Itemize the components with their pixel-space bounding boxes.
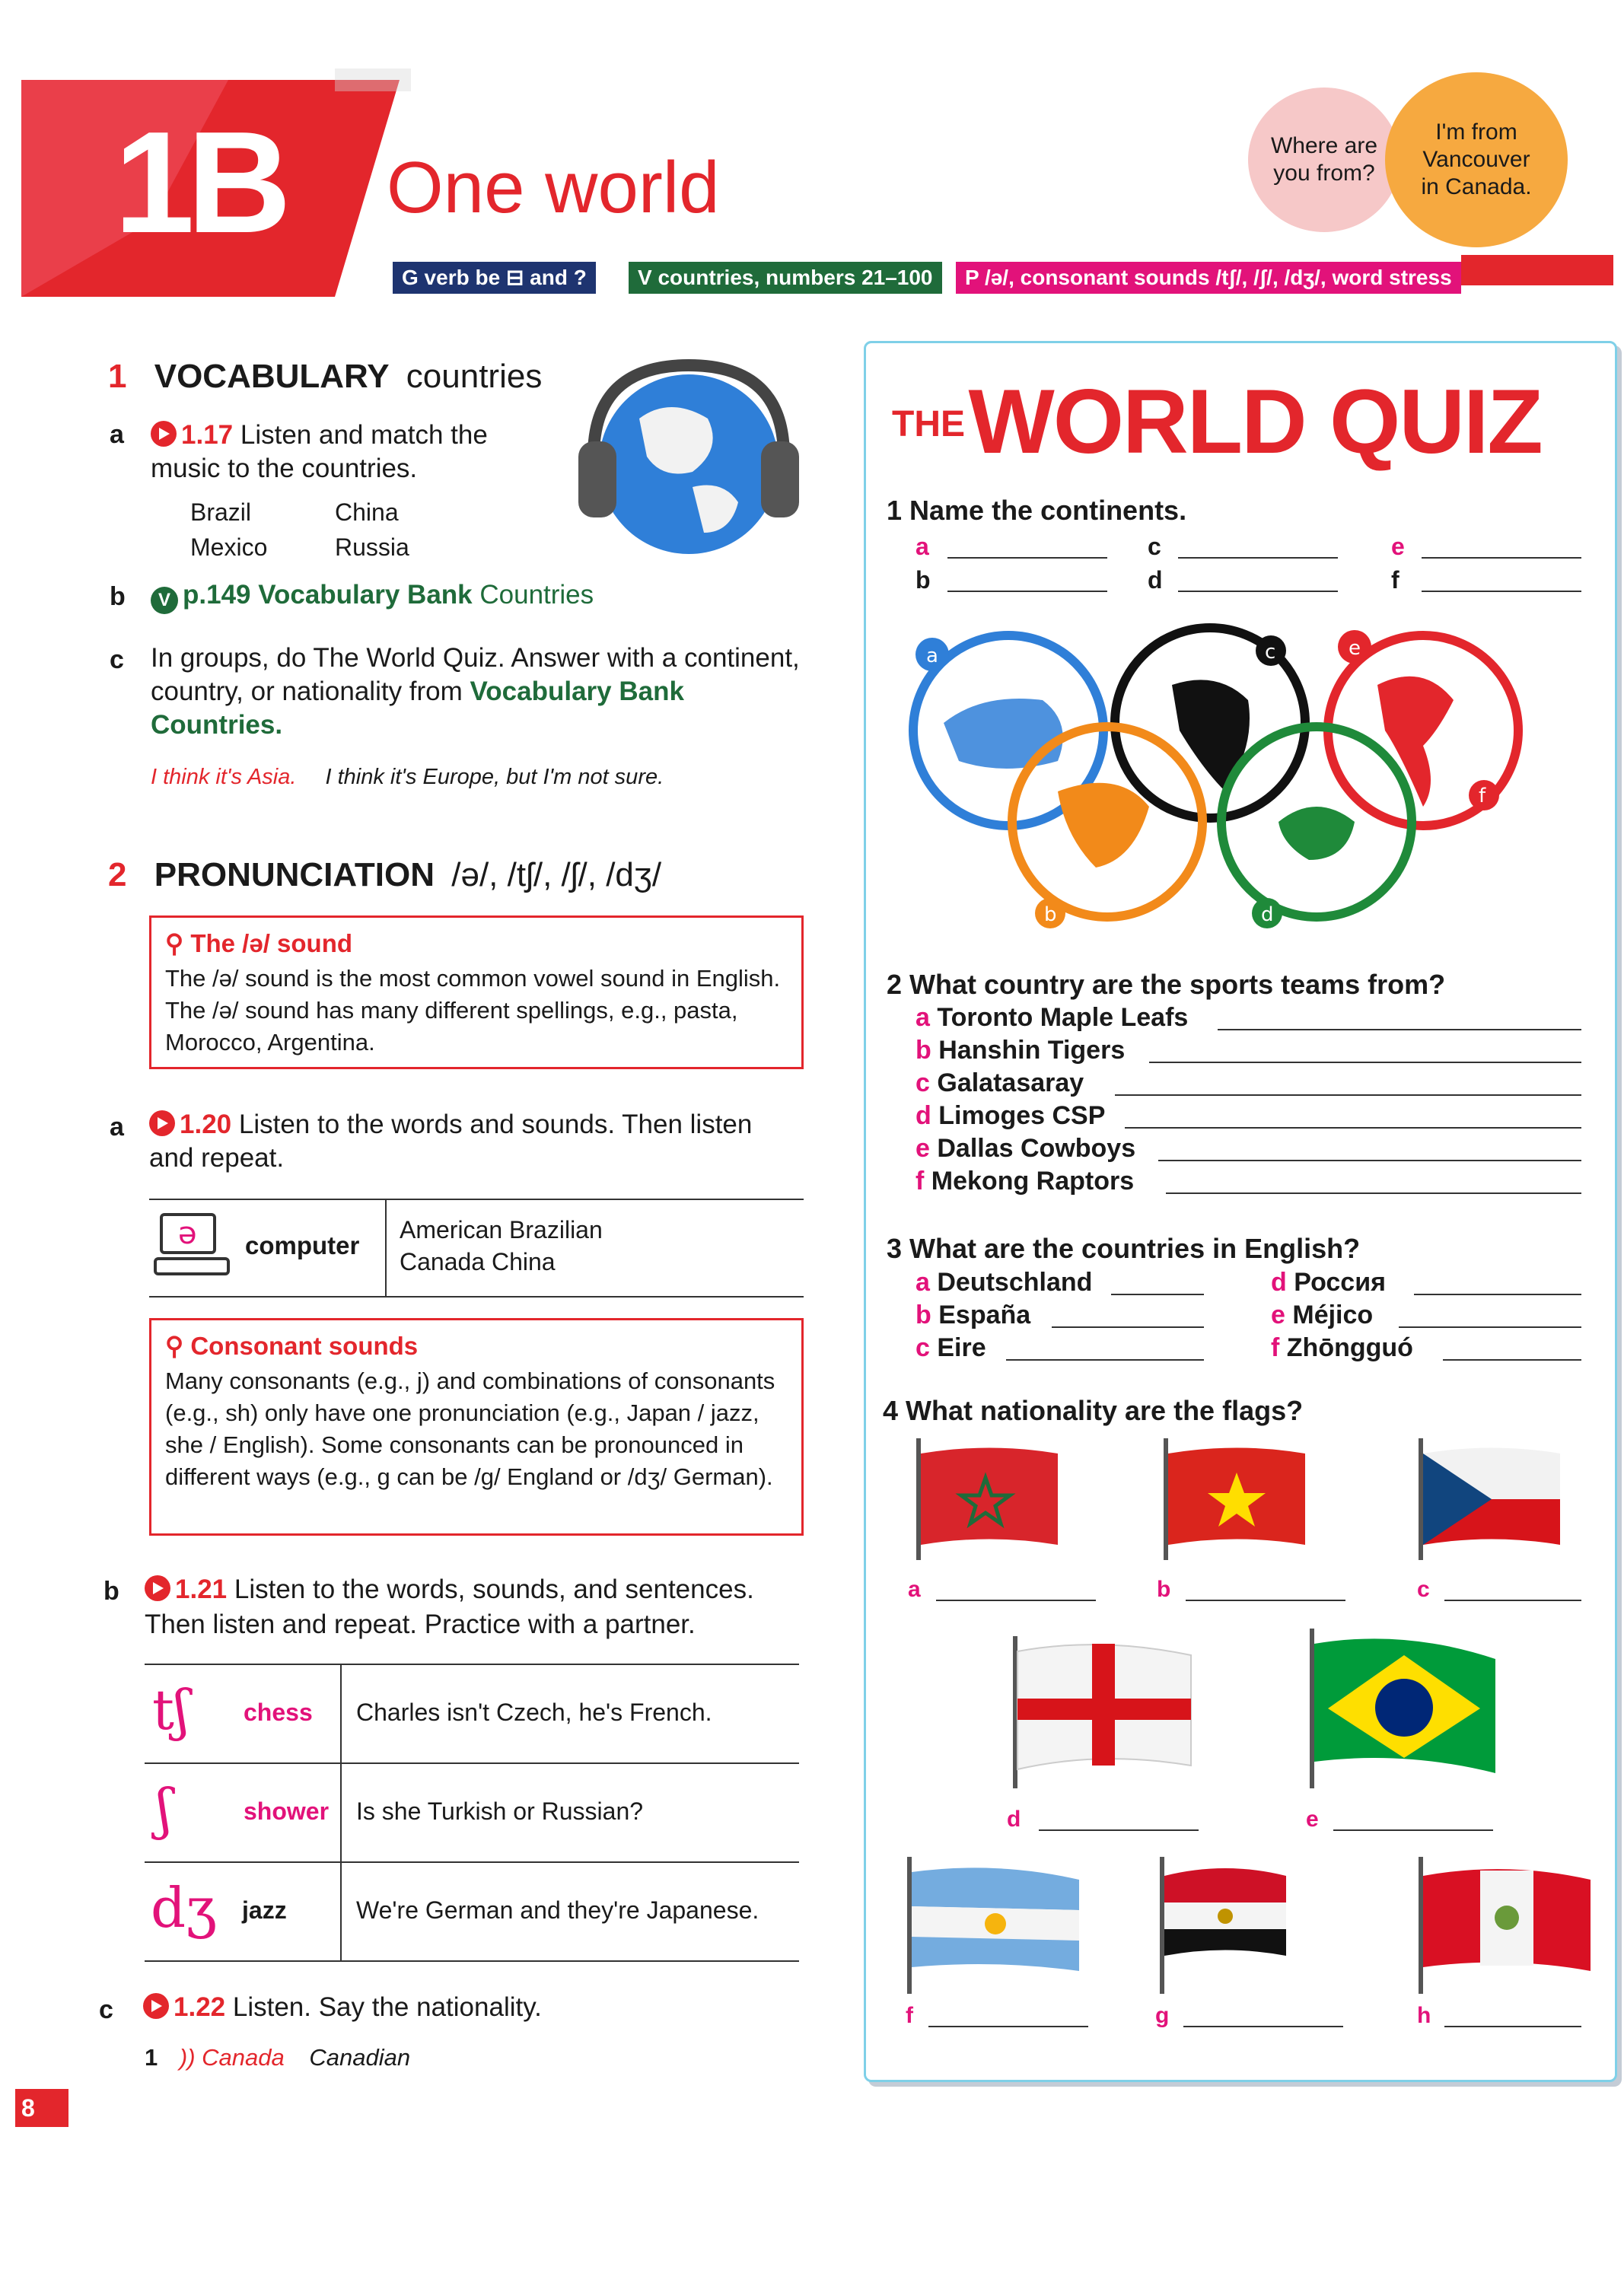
audio-icon[interactable] — [143, 1993, 169, 2019]
svg-text:d: d — [1261, 903, 1274, 926]
table-divider — [149, 1296, 804, 1298]
box-title: The /ə/ sound — [190, 929, 353, 957]
answer-line[interactable] — [1039, 1828, 1199, 1831]
page-number: 8 — [15, 2089, 68, 2127]
computer-word: computer — [245, 1231, 360, 1259]
flag-england-image — [1008, 1636, 1199, 1788]
example-prompt: Canada — [202, 2044, 285, 2071]
answer-line[interactable] — [1158, 1158, 1581, 1161]
quiz-question: 3 What are the countries in English? — [887, 1233, 1361, 1264]
answer-line[interactable] — [947, 556, 1107, 559]
answer-line[interactable] — [1399, 1325, 1581, 1328]
list-item: f Zhōngguó — [1271, 1333, 1413, 1362]
speech-example: I think it's Europe, but I'm not sure. — [325, 765, 664, 789]
sound-word: shower — [244, 1797, 330, 1825]
answer-line[interactable] — [936, 1598, 1096, 1601]
answer-line[interactable] — [1186, 1598, 1345, 1601]
audio-icon[interactable] — [151, 421, 177, 447]
country-option: China — [335, 498, 399, 526]
answer-line[interactable] — [1414, 1292, 1581, 1295]
box-text: The /ə/ sound is the most common vowel sound in English. The /ə/ sound has many different spellings, e.g., pasta, Morocco, Argentina. — [165, 965, 781, 1056]
sound-word: jazz — [242, 1896, 287, 1924]
section-symbols: /ə/, /tʃ/, /ʃ/, /dʒ/ — [451, 856, 662, 893]
world-quiz-panel — [864, 341, 1617, 2082]
sound-sentence: Charles isn't Czech, he's French. — [356, 1699, 712, 1726]
sound-symbol: ʃ — [157, 1777, 172, 1841]
country-option: Russia — [335, 533, 409, 561]
schwa-examples: Canada China — [400, 1248, 556, 1275]
bubble-answer: I'm from Vancouver in Canada. — [1385, 72, 1568, 247]
audio-icon[interactable] — [145, 1575, 170, 1601]
continent-rings-image — [890, 616, 1537, 936]
answer-line[interactable] — [1006, 1358, 1204, 1361]
quiz-question: 2 What country are the sports teams from? — [887, 969, 1446, 1000]
schwa-info-box — [149, 915, 804, 1069]
consonant-info-box — [149, 1318, 804, 1536]
flag-vietnam-image — [1161, 1438, 1313, 1560]
lesson-code: 1B — [114, 102, 284, 263]
answer-line[interactable] — [1149, 1060, 1581, 1063]
exercise-letter: c — [99, 1995, 113, 2024]
list-item: b España — [915, 1301, 1031, 1329]
answer-line[interactable] — [1115, 1093, 1581, 1096]
answer-line[interactable] — [1444, 1598, 1581, 1601]
example-answer: Canadian — [309, 2044, 411, 2071]
list-item: b Hanshin Tigers — [915, 1036, 1126, 1065]
speaker-icon: )) — [179, 2044, 196, 2071]
vocab-bank-badge: V — [151, 587, 178, 614]
answer-line[interactable] — [1422, 556, 1581, 559]
exercise-letter: b — [110, 582, 126, 611]
flag-morocco-image — [913, 1438, 1065, 1560]
answer-line[interactable] — [1178, 556, 1338, 559]
example-number: 1 — [145, 2044, 158, 2071]
sound-symbol: dʒ — [151, 1876, 217, 1940]
list-item: a Deutschland — [915, 1268, 1093, 1297]
section-subheading: countries — [406, 358, 543, 395]
exercise-letter: c — [110, 645, 124, 674]
answer-line[interactable] — [928, 2024, 1088, 2027]
answer-line[interactable] — [1178, 589, 1338, 592]
sound-word: chess — [244, 1699, 313, 1726]
search-icon: ⚲ — [165, 929, 191, 957]
pron-tag: P /ə/, consonant sounds /tʃ/, /ʃ/, /dʒ/, word stress — [956, 262, 1461, 294]
list-item: e Méjico — [1271, 1301, 1374, 1329]
exercise-text: Listen to the words and sounds. Then listen and repeat. — [149, 1110, 753, 1173]
audio-track[interactable]: 1.21 — [175, 1575, 228, 1604]
exercise-text: Listen. Say the nationality. — [232, 1992, 542, 2022]
sound-sentence: We're German and they're Japanese. — [356, 1896, 759, 1924]
vocab-bank-link[interactable]: p.149 Vocabulary Bank — [183, 580, 473, 610]
list-item: d Россия — [1271, 1268, 1386, 1297]
exercise-text: Listen and match the music to the countries. — [151, 420, 488, 483]
answer-line[interactable] — [1183, 2024, 1343, 2027]
sound-sentence: Is she Turkish or Russian? — [356, 1797, 644, 1825]
audio-track[interactable]: 1.17 — [181, 420, 234, 450]
section-heading: VOCABULARY — [154, 358, 390, 395]
flag-peru-image — [1415, 1857, 1598, 1994]
audio-track[interactable]: 1.20 — [180, 1110, 232, 1139]
exercise-letter: b — [103, 1577, 119, 1606]
svg-text:e: e — [1349, 637, 1361, 660]
country-option: Mexico — [190, 533, 268, 561]
search-icon: ⚲ — [165, 1332, 191, 1360]
audio-track[interactable]: 1.22 — [174, 1992, 226, 2022]
svg-text:f: f — [1479, 785, 1486, 807]
exercise-text: Listen to the words, sounds, and sentences. Then listen and repeat. Practice with a partner. — [145, 1575, 754, 1639]
answer-line[interactable] — [947, 589, 1107, 592]
exercise-letter: a — [110, 420, 124, 449]
computer-icon — [152, 1208, 236, 1288]
quiz-question: 4 What nationality are the flags? — [883, 1395, 1304, 1426]
box-text: Many consonants (e.g., j) and combinations of consonants (e.g., sh) only have one pronunciation (e.g., Japan / jazz, she / English). Some consonants can be pronounced in different ways (e.g., g can be /g/ England or /dʒ/ German). — [165, 1368, 775, 1490]
answer-line[interactable] — [1333, 1828, 1493, 1831]
box-title: Consonant sounds — [190, 1332, 419, 1360]
svg-text:ə: ə — [178, 1216, 197, 1251]
answer-line[interactable] — [1218, 1027, 1581, 1030]
section-number: 2 — [108, 856, 127, 893]
table-divider — [385, 1200, 387, 1296]
list-item: a Toronto Maple Leafs — [915, 1003, 1189, 1032]
quiz-question: 1 Name the continents. — [887, 495, 1187, 526]
list-item: d Limoges CSP — [915, 1101, 1106, 1130]
country-options — [190, 495, 409, 565]
answer-line[interactable] — [1166, 1191, 1581, 1194]
answer-line[interactable] — [1422, 589, 1581, 592]
lesson-title: One world — [387, 147, 720, 228]
answer-line[interactable] — [1444, 2024, 1581, 2027]
vocab-bank-topic: Countries — [479, 580, 594, 610]
quiz-title: THE WORLD QUIZ — [892, 371, 1542, 473]
vocab-tag: V countries, numbers 21–100 — [629, 262, 942, 294]
list-item: f Mekong Raptors — [915, 1167, 1135, 1196]
section-heading: PRONUNCIATION — [154, 856, 435, 893]
section-number: 1 — [108, 358, 127, 395]
grammar-tag: G verb be ⊟ and ? — [393, 262, 596, 294]
globe-headphones-image — [563, 350, 814, 571]
flag-egypt-image — [1157, 1857, 1294, 1994]
table-divider — [149, 1199, 804, 1200]
sound-symbol: tʃ — [152, 1678, 189, 1742]
schwa-examples: American Brazilian — [400, 1216, 603, 1243]
bubble-question: Where are you from? — [1248, 88, 1400, 232]
vocab-bank-reference: Vocabulary Bank Countries. — [151, 677, 684, 740]
answer-line[interactable] — [1111, 1292, 1204, 1295]
answer-line[interactable] — [1052, 1325, 1204, 1328]
exercise-letter: a — [110, 1113, 124, 1142]
svg-text:a: a — [926, 645, 938, 667]
audio-icon[interactable] — [149, 1110, 175, 1136]
exercise-text: In groups, do The World Quiz. Answer with a continent, country, or nationality from — [151, 643, 800, 706]
list-item: c Eire — [915, 1333, 986, 1362]
speech-example: I think it's Asia. — [151, 765, 297, 789]
country-option: Brazil — [190, 498, 252, 526]
flag-argentina-image — [904, 1857, 1087, 1994]
answer-line[interactable] — [1443, 1358, 1581, 1361]
flag-brazil-image — [1305, 1629, 1503, 1788]
svg-text:b: b — [1044, 903, 1057, 926]
list-item: e Dallas Cowboys — [915, 1134, 1136, 1163]
flag-czech-image — [1415, 1438, 1568, 1560]
list-item: c Galatasaray — [915, 1068, 1084, 1097]
svg-text:c: c — [1265, 641, 1276, 664]
answer-line[interactable] — [1125, 1126, 1581, 1129]
